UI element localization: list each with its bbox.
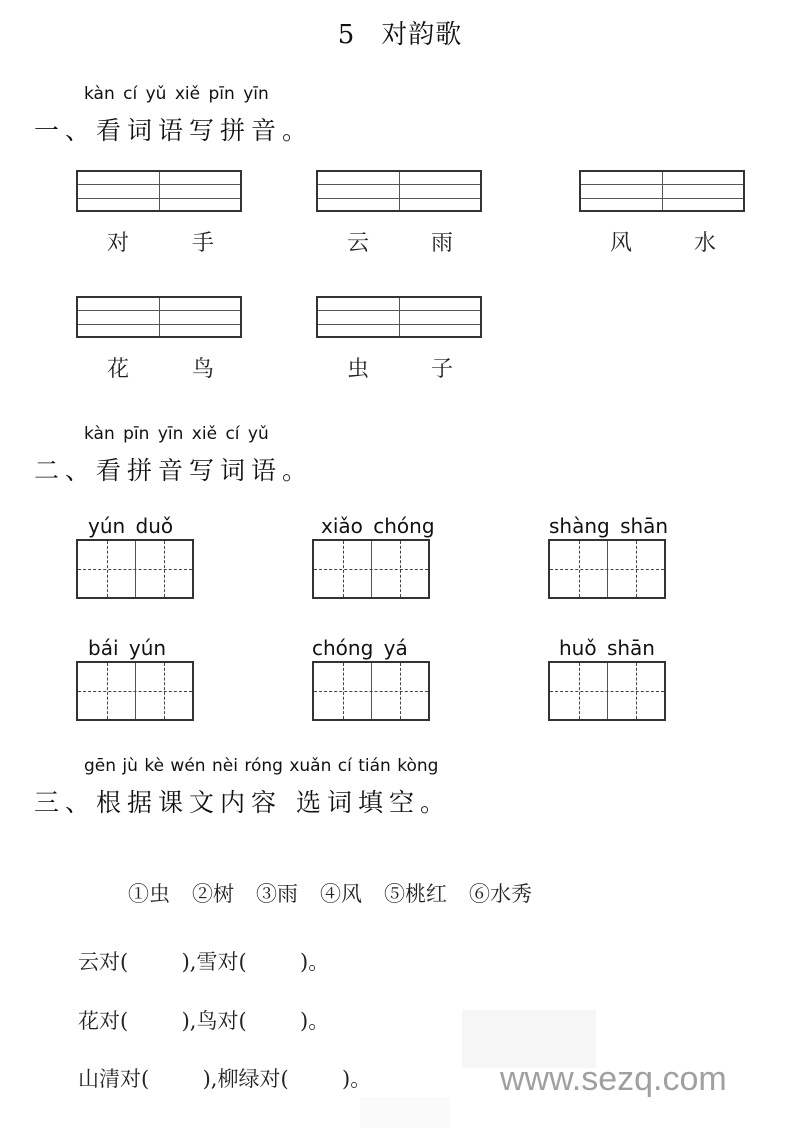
character-writing-grid[interactable] [548, 539, 666, 599]
grid-pinyin: yún duǒ [88, 514, 174, 538]
pinyin-writing-grid[interactable] [76, 170, 242, 212]
word-char: 手 [192, 231, 215, 256]
word-options [128, 878, 554, 908]
grid-pinyin: huǒ shān [559, 636, 655, 660]
option-3: ③雨 [256, 882, 298, 906]
grid-pinyin: shàng shān [549, 514, 669, 538]
word-char: 风 [610, 231, 633, 256]
section3-heading: 三、根据课文内容 选词填空。 [34, 788, 451, 817]
pinyin-writing-grid[interactable] [579, 170, 745, 212]
lesson-number: 5 [337, 20, 356, 50]
watermark-background [360, 1098, 450, 1128]
word-char: 花 [107, 357, 130, 382]
fill-blank-sentence[interactable]: 云对( ),雪对( )。 [78, 950, 330, 974]
character-writing-grid[interactable] [312, 661, 430, 721]
fill-blank-sentence[interactable]: 花对( ),鸟对( )。 [78, 1009, 330, 1033]
option-5: ⑤桃红 [384, 882, 447, 906]
section1-pinyin: kàn cí yǔ xiě pīn yīn [84, 84, 269, 104]
section1-heading: 一、看词语写拼音。 [34, 116, 314, 145]
fill-blank-sentence[interactable]: 山清对( ),柳绿对( )。 [78, 1067, 372, 1091]
option-4: ④风 [320, 882, 362, 906]
option-6: ⑥水秀 [469, 882, 532, 906]
word-char: 鸟 [192, 357, 215, 382]
page-title [0, 14, 800, 51]
watermark-text: www.sezq.com [500, 1060, 727, 1098]
option-1: ①虫 [128, 882, 170, 906]
section3-pinyin: gēn jù kè wén nèi róng xuǎn cí tián kòng [84, 756, 439, 776]
section2-heading: 二、看拼音写词语。 [34, 456, 314, 485]
character-writing-grid[interactable] [312, 539, 430, 599]
word-char: 虫 [347, 357, 370, 382]
character-writing-grid[interactable] [76, 539, 194, 599]
word-char: 云 [347, 231, 370, 256]
word-char: 雨 [431, 231, 454, 256]
character-writing-grid[interactable] [76, 661, 194, 721]
option-2: ②树 [192, 882, 234, 906]
word-char: 子 [431, 357, 454, 382]
section2-pinyin: kàn pīn yīn xiě cí yǔ [84, 424, 269, 444]
pinyin-writing-grid[interactable] [316, 296, 482, 338]
pinyin-writing-grid[interactable] [316, 170, 482, 212]
character-writing-grid[interactable] [548, 661, 666, 721]
lesson-title: 对韵歌 [381, 20, 463, 50]
word-char: 水 [694, 231, 717, 256]
grid-pinyin: xiǎo chóng [321, 514, 435, 538]
pinyin-writing-grid[interactable] [76, 296, 242, 338]
grid-pinyin: chóng yá [312, 636, 408, 660]
grid-pinyin: bái yún [88, 636, 167, 660]
word-char: 对 [107, 231, 130, 256]
